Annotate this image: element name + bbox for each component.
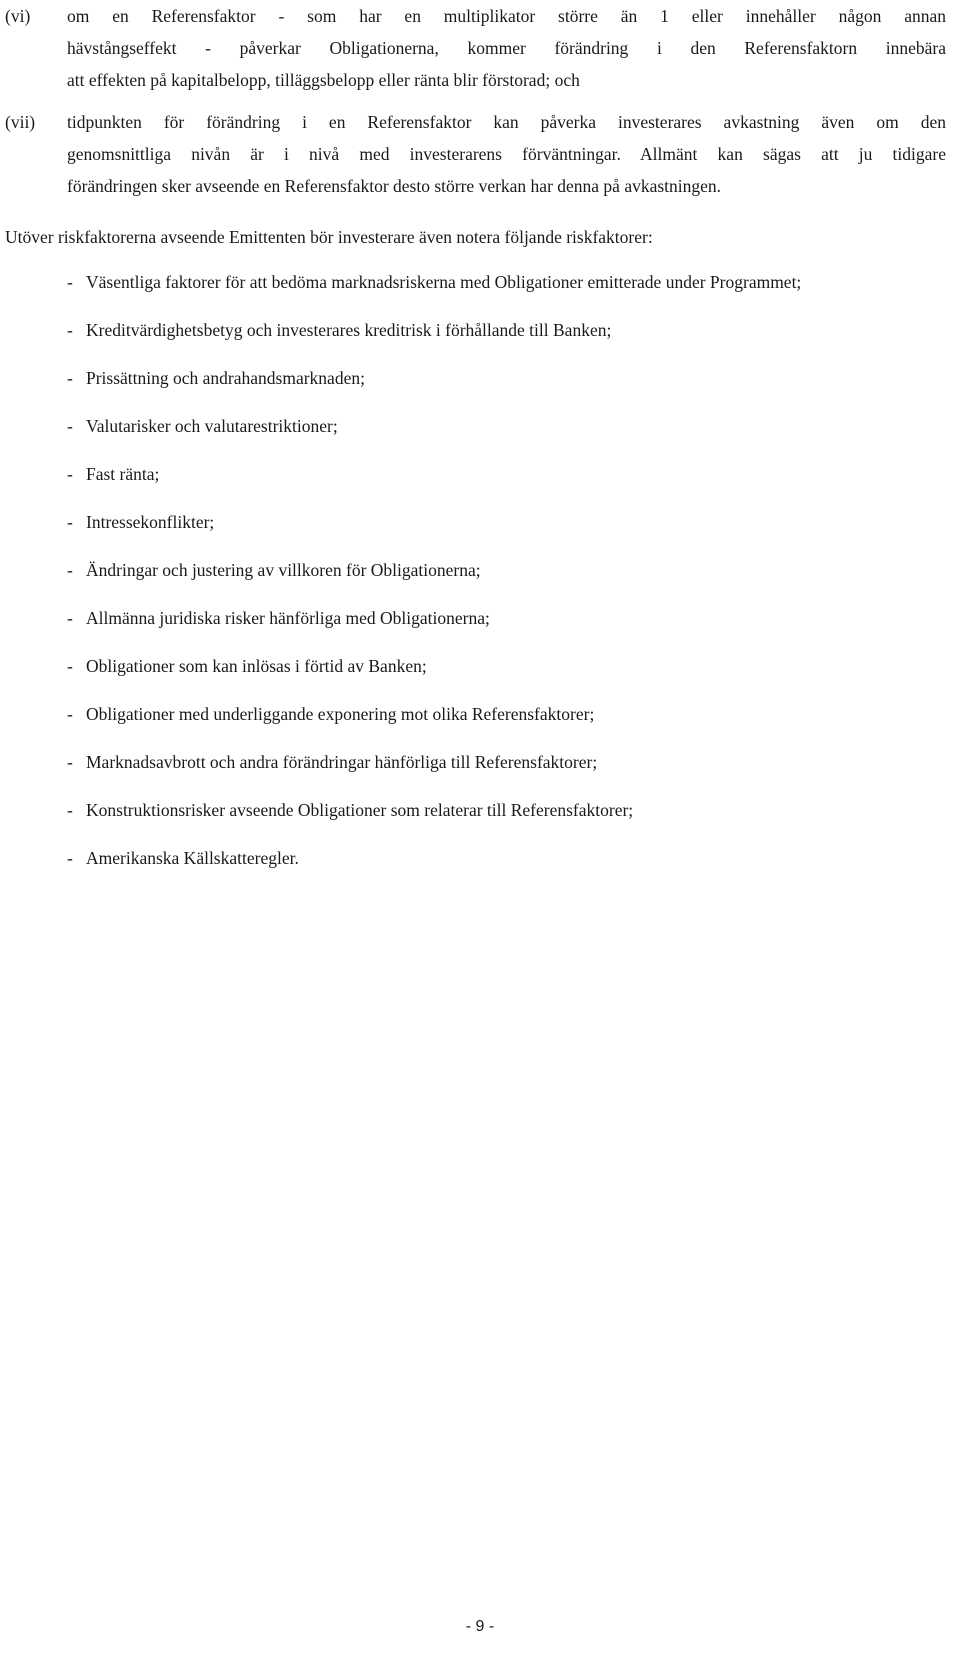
list-item — [67, 458, 946, 490]
text-line: förändringen sker avseende en Referensfaktor desto större verkan har denna på avkastningen. — [67, 176, 722, 196]
intro-paragraph: Utöver riskfaktorerna avseende Emittenten bör investerare även notera följande riskfaktorer: — [5, 227, 653, 247]
bullet-marker: - — [67, 848, 73, 868]
list-item — [67, 314, 946, 346]
item-number: (vii) — [5, 112, 36, 132]
list-item-text: Fast ränta; — [86, 464, 160, 484]
bullet-marker: - — [67, 656, 73, 676]
list-item-text: Allmänna juridiska risker hänförliga med Obligationerna; — [86, 608, 490, 628]
list-item — [67, 650, 946, 682]
list-item-text: Amerikanska Källskatteregler. — [86, 848, 299, 868]
text-line: hävstångseffekt - påverkar Obligationerna, kommer förändring i den Referensfaktorn innebära — [67, 38, 946, 58]
bullet-marker: - — [67, 464, 73, 484]
bullet-marker: - — [67, 800, 73, 820]
list-item — [67, 698, 946, 730]
list-item — [67, 602, 946, 634]
list-item — [67, 794, 946, 826]
list-item-text: Ändringar och justering av villkoren för Obligationerna; — [86, 560, 481, 580]
list-item — [67, 842, 946, 874]
text-line: tidpunkten för förändring i en Referensfaktor kan påverka investerares avkastning även om den — [67, 112, 946, 132]
list-item-text: Valutarisker och valutarestriktioner; — [86, 416, 338, 436]
item-text — [67, 0, 946, 96]
list-item-text: Intressekonflikter; — [86, 512, 215, 532]
list-item-text: Obligationer som kan inlösas i förtid av Banken; — [86, 656, 427, 676]
list-item — [67, 410, 946, 442]
list-item-text: Marknadsavbrott och andra förändringar hänförliga till Referensfaktorer; — [86, 752, 598, 772]
bullet-marker: - — [67, 368, 73, 388]
bullet-marker: - — [67, 560, 73, 580]
text-line: att effekten på kapitalbelopp, tilläggsbelopp eller ränta blir förstorad; och — [67, 70, 580, 90]
list-item — [67, 554, 946, 586]
list-item-text: Prissättning och andrahandsmarknaden; — [86, 368, 365, 388]
bullet-marker: - — [67, 320, 73, 340]
bullet-marker: - — [67, 512, 73, 532]
item-number: (vi) — [5, 6, 31, 26]
list-item-text: Kreditvärdighetsbetyg och investerares kreditrisk i förhållande till Banken; — [86, 320, 612, 340]
list-item — [67, 266, 946, 298]
list-item — [67, 362, 946, 394]
text-line: om en Referensfaktor - som har en multiplikator större än 1 eller innehåller någon annan — [67, 6, 946, 26]
bullet-marker: - — [67, 752, 73, 772]
item-text — [67, 106, 946, 202]
list-item — [67, 506, 946, 538]
list-item-text: Obligationer med underliggande exponering mot olika Referensfaktorer; — [86, 704, 595, 724]
page-number: - 9 - — [465, 1618, 495, 1635]
risk-factor-list — [67, 266, 946, 890]
list-item-text: Konstruktionsrisker avseende Obligationer som relaterar till Referensfaktorer; — [86, 800, 634, 820]
text-line: genomsnittliga nivån är i nivå med investerarens förväntningar. Allmänt kan sägas att ju tidigare — [67, 144, 946, 164]
list-item-text: Väsentliga faktorer för att bedöma marknadsriskerna med Obligationer emitterade under Programmet; — [86, 272, 802, 292]
list-item — [67, 746, 946, 778]
bullet-marker: - — [67, 704, 73, 724]
bullet-marker: - — [67, 608, 73, 628]
bullet-marker: - — [67, 416, 73, 436]
bullet-marker: - — [67, 272, 73, 292]
